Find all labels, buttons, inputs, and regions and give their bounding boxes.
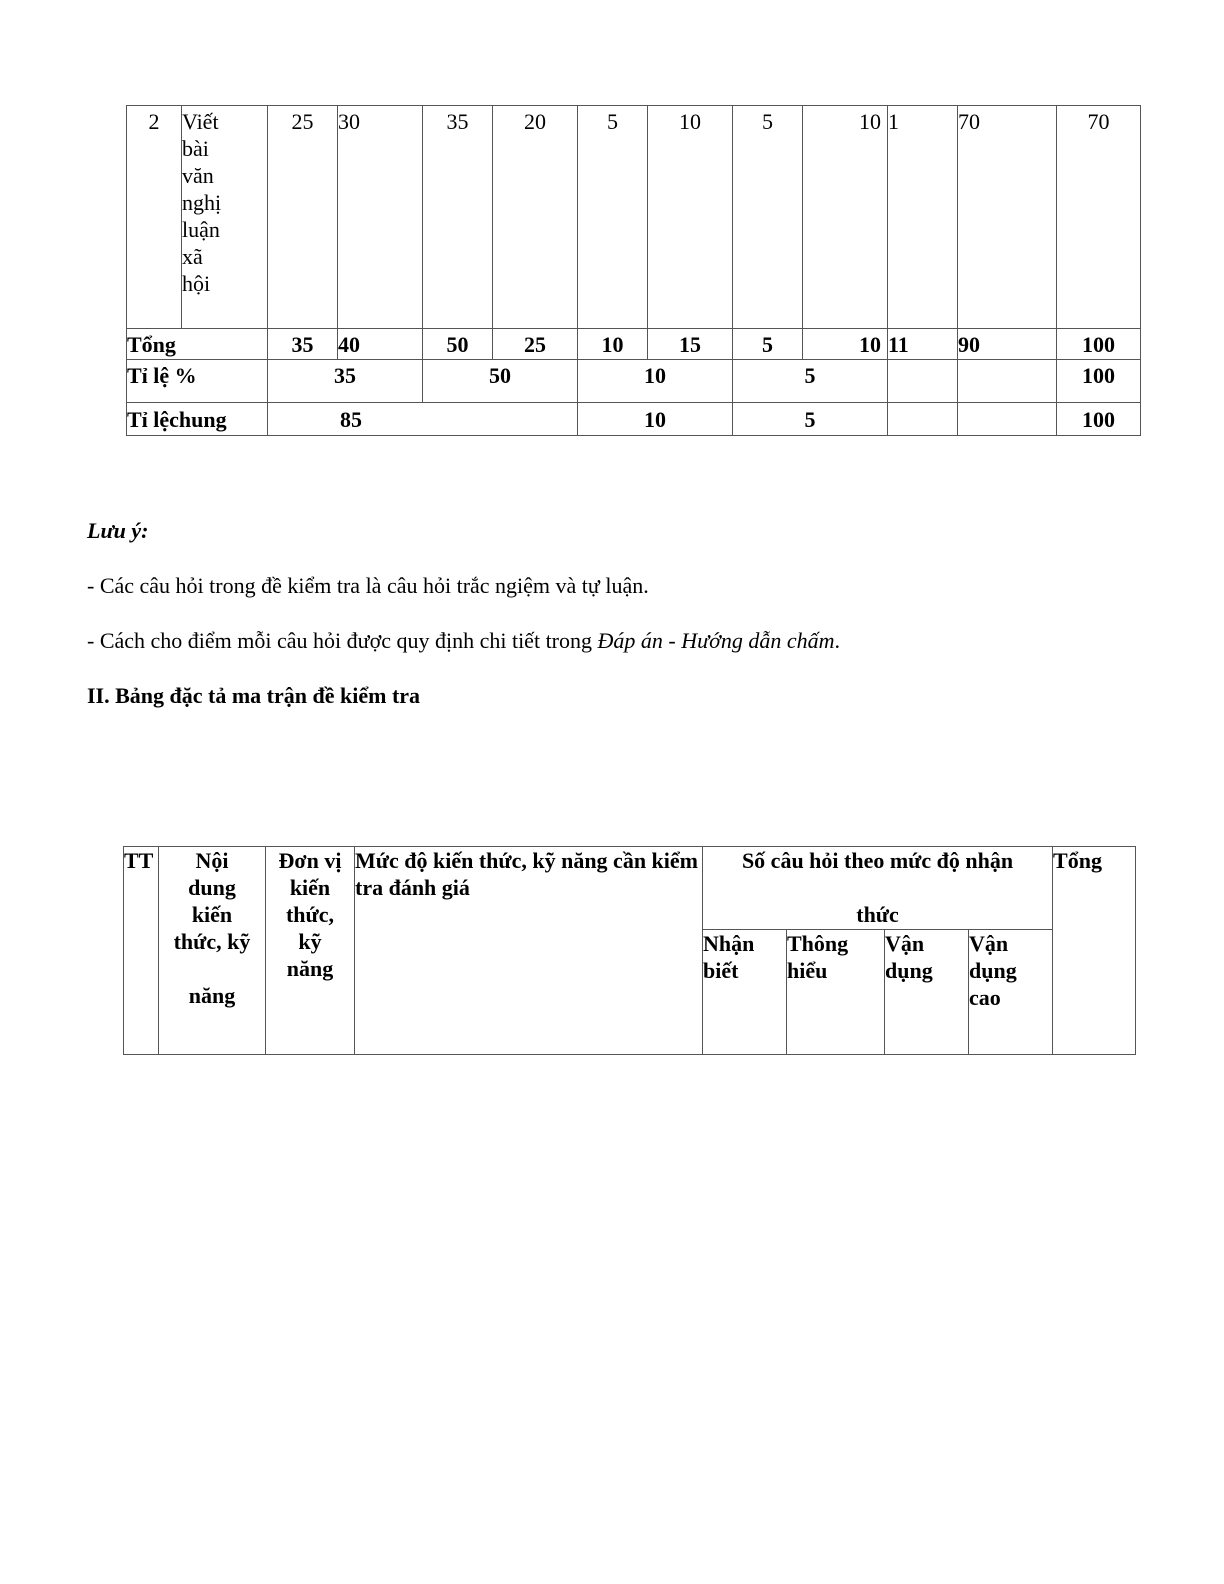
row-number: 2 xyxy=(127,106,182,329)
table-row xyxy=(127,360,1141,403)
table-cell: 35 xyxy=(268,329,338,360)
table-cell xyxy=(958,360,1057,403)
header-level: Mức độ kiến thức, kỹ năng cần kiểm tra đánh giá xyxy=(355,847,703,1055)
table-cell: 90 xyxy=(958,329,1057,360)
table-cell: 35 xyxy=(268,360,423,403)
table-cell: 40 xyxy=(338,329,423,360)
table-cell: 10 xyxy=(578,403,733,436)
header-recognize: Nhận biết xyxy=(703,930,787,1055)
table-cell: 10 xyxy=(578,329,648,360)
header-tt: TT xyxy=(124,847,159,1055)
header-questions: Số câu hỏi theo mức độ nhận thức xyxy=(703,847,1053,930)
table-cell: 100 xyxy=(1057,329,1141,360)
table-row xyxy=(127,106,1141,329)
table-cell xyxy=(888,403,958,436)
table-cell: 70 xyxy=(958,106,1057,329)
table-cell: 50 xyxy=(423,360,578,403)
table-cell: 25 xyxy=(493,329,578,360)
table-cell: 35 xyxy=(423,106,493,329)
general-label: Tỉ lệchung xyxy=(127,403,268,436)
table-header-row xyxy=(124,847,1136,930)
note-line: - Cách cho điểm mỗi câu hỏi được quy định chi tiết trong Đáp án - Hướng dẫn chấm. xyxy=(87,628,841,653)
header-apply-high: Vận dụng cao xyxy=(969,930,1053,1055)
header-content: Nội dung kiến thức, kỹ năng xyxy=(159,847,266,1055)
table-cell: 10 xyxy=(578,360,733,403)
specification-table xyxy=(123,846,1136,1055)
matrix-table xyxy=(126,105,1141,436)
section-title: II. Bảng đặc tả ma trận đề kiểm tra xyxy=(87,683,421,708)
table-cell xyxy=(958,403,1057,436)
skill-name: Viết bài văn nghị luận xã hội xyxy=(182,106,268,329)
percent-label: Tỉ lệ % xyxy=(127,360,268,403)
table-cell: 5 xyxy=(733,106,803,329)
table-cell: 50 xyxy=(423,329,493,360)
table-cell: 85 xyxy=(268,403,578,436)
header-understand: Thông hiểu xyxy=(787,930,885,1055)
table-cell: 10 xyxy=(648,106,733,329)
notes-title: Lưu ý: xyxy=(87,518,149,543)
table-cell: 1 xyxy=(888,106,958,329)
table-cell: 5 xyxy=(733,360,888,403)
table-cell: 5 xyxy=(733,329,803,360)
note-line: - Các câu hỏi trong đề kiểm tra là câu hỏi trắc ngiệm và tự luận. xyxy=(87,573,649,598)
table-cell: 30 xyxy=(338,106,423,329)
header-unit: Đơn vị kiến thức, kỹ năng xyxy=(266,847,355,1055)
table-cell: 15 xyxy=(648,329,733,360)
table-cell xyxy=(888,360,958,403)
total-label: Tổng xyxy=(127,329,268,360)
table-cell: 5 xyxy=(733,403,888,436)
table-row xyxy=(127,403,1141,436)
header-apply: Vận dụng xyxy=(885,930,969,1055)
table-cell: 20 xyxy=(493,106,578,329)
answer-key-reference: Đáp án - Hướng dẫn chấm xyxy=(597,628,835,653)
table-cell: 70 xyxy=(1057,106,1141,329)
table-cell: 10 xyxy=(803,106,888,329)
table-cell: 25 xyxy=(268,106,338,329)
table-cell: 100 xyxy=(1057,360,1141,403)
table-cell: 10 xyxy=(803,329,888,360)
header-total: Tổng xyxy=(1053,847,1136,1055)
table-cell: 11 xyxy=(888,329,958,360)
table-row xyxy=(127,329,1141,360)
table-cell: 100 xyxy=(1057,403,1141,436)
table-cell: 5 xyxy=(578,106,648,329)
